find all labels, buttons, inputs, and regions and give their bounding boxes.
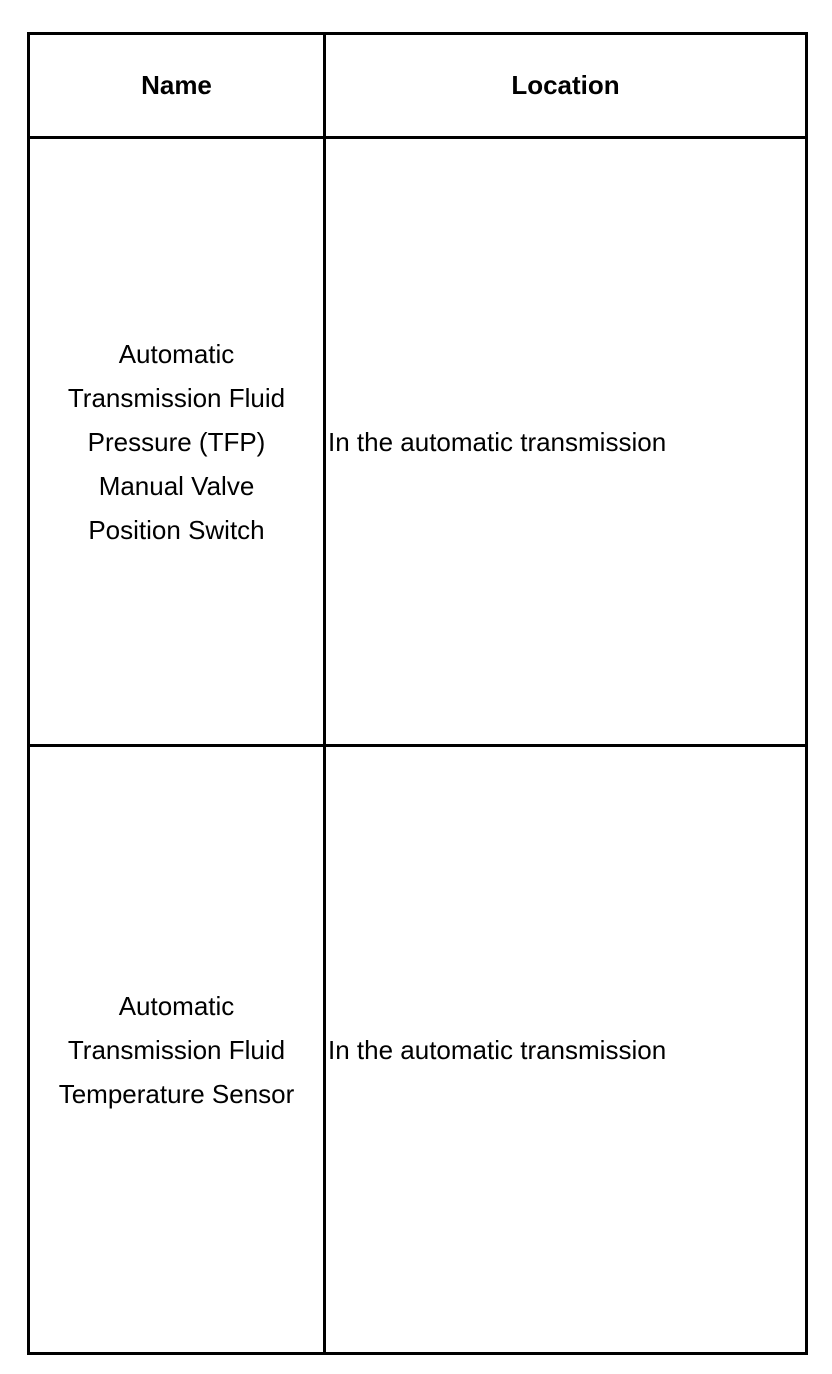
row-2-name: Automatic Transmission Fluid Temperature Sensor xyxy=(58,990,295,1109)
row-1-location: In the automatic transmission xyxy=(328,426,667,457)
component-location-table xyxy=(27,32,808,1355)
row-2-location: In the automatic transmission xyxy=(328,1034,667,1065)
row-2-name-cell xyxy=(30,747,323,1352)
row-1-name-cell xyxy=(30,139,323,744)
header-name-label: Name xyxy=(141,70,212,100)
header-cell-name xyxy=(30,35,323,136)
header-cell-location xyxy=(326,35,805,136)
row-2-location-cell xyxy=(326,747,805,1352)
row-1-name: Automatic Transmission Fluid Pressure (TFP) Manual Valve Position Switch xyxy=(67,338,286,545)
header-location-label: Location xyxy=(511,70,620,100)
row-1-location-cell xyxy=(326,139,805,744)
